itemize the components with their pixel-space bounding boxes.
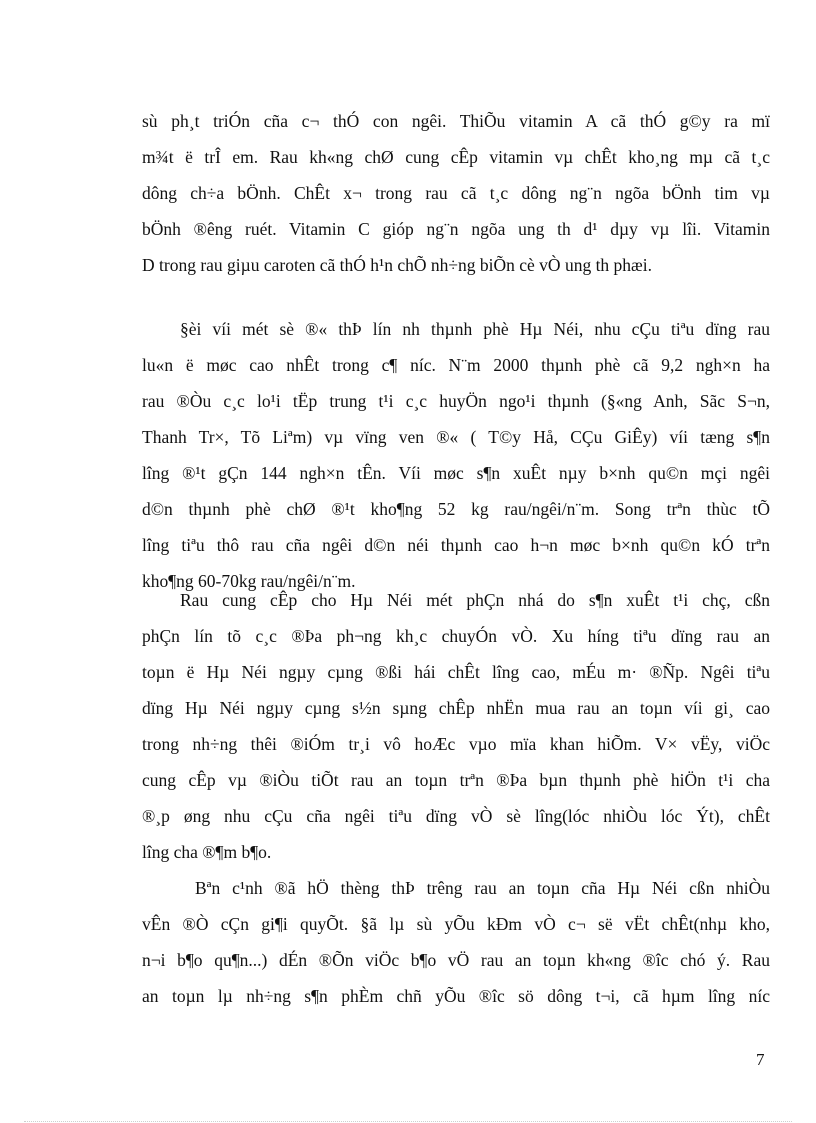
text-line: Rau cung cÊp cho Hµ Néi mét phÇn nhá do s¶n xuÊt t¹i chç, cßn — [180, 590, 770, 610]
text-line: Thanh Tr×, Tõ Liªm) vµ vïng ven ®« ( T©y Hå, CÇu GiÊy) víi tæng s¶n — [142, 427, 770, 447]
page-bottom-divider — [24, 1121, 792, 1122]
text-line: m¾t ë trÎ em. Rau kh«ng chØ cung cÊp vitamin vµ chÊt kho¸ng mµ cã t¸c — [142, 147, 770, 167]
text-line: phÇn lín tõ c¸c ®Þa ph¬ng kh¸c chuyÓn vÒ. Xu híng tiªu dïng rau an — [142, 626, 770, 646]
text-line: dông ch÷a bÖnh. ChÊt x¬ trong rau cã t¸c dông ng¨n ngõa bÖnh tim vµ — [142, 183, 770, 203]
text-line: toµn ë Hµ Néi ngµy cµng ®ßi hái chÊt lîng cao, mÉu m· ®Ñp. Ngêi tiªu — [142, 662, 770, 682]
text-line: lîng tiªu thô rau cña ngêi d©n néi thµnh cao h¬n møc b×nh qu©n kÓ trªn — [142, 535, 770, 555]
paragraph-market-issues — [142, 870, 770, 1014]
text-line: lu«n ë møc cao nhÊt trong c¶ níc. N¨m 2000 thµnh phè cã 9,2 ngh×n ha — [142, 355, 770, 375]
text-line: bÖnh ®êng ruét. Vitamin C gióp ng¨n ngõa ung th d¹ dµy vµ lîi. Vitamin — [142, 219, 770, 239]
page-number: 7 — [756, 1050, 765, 1069]
text-line: dïng Hµ Néi ngµy cµng s½n sµng chÊp nhËn mua rau an toµn víi gi¸ cao — [142, 698, 770, 718]
text-line: lîng cha ®¶m b¶o. — [142, 842, 272, 862]
paragraph-vitamin-benefits — [142, 103, 770, 283]
text-line: sù ph¸t triÓn cña c¬ thÓ con ngêi. ThiÕu vitamin A cã thÓ g©y ra mï — [142, 111, 770, 131]
text-line: n¬i b¶o qu¶n...) dÉn ®Õn viÖc b¶o vÖ rau an toµn kh«ng ®îc chó ý. Rau — [142, 950, 770, 970]
text-line: cung cÊp vµ ®iÒu tiÕt rau an toµn trªn ®Þa bµn thµnh phè hiÖn t¹i cha — [142, 770, 770, 790]
paragraph-supply-trend — [142, 582, 770, 870]
text-line: d©n thµnh phè chØ ®¹t kho¶ng 52 kg rau/ngêi/n¨m. Song trªn thùc tÕ — [142, 499, 770, 519]
text-line: trong nh÷ng thêi ®iÓm tr¸i vô hoÆc vµo mïa khan hiÕm. V× vËy, viÖc — [142, 734, 770, 754]
text-line: lîng ®¹t gÇn 144 ngh×n tÊn. Víi møc s¶n xuÊt nµy b×nh qu©n mçi ngêi — [142, 463, 770, 483]
text-line: rau ®Òu c¸c lo¹i tËp trung t¹i c¸c huyÖn ngo¹i thµnh (§«ng Anh, Sãc S¬n, — [142, 391, 770, 411]
text-line: §èi víi mét sè ®« thÞ lín nh thµnh phè Hµ Néi, nhu cÇu tiªu dïng rau — [180, 319, 770, 339]
text-line: ®¸p øng nhu cÇu cña ngêi tiªu dïng vÒ sè lîng(lóc nhiÒu lóc Ýt), chÊt — [142, 806, 770, 826]
text-line: D trong rau giµu caroten cã thÓ h¹n chÕ nh÷ng biÕn cè vÒ ung th phæi. — [142, 255, 652, 275]
paragraph-hanoi-consumption — [142, 311, 770, 599]
text-line: Bªn c¹nh ®ã hÖ thèng thÞ trêng rau an toµn cña Hµ Néi cßn nhiÒu — [195, 878, 770, 898]
text-line: an toµn lµ nh÷ng s¶n phÈm chñ yÕu ®îc sö dông t¬i, cã hµm lîng níc — [142, 986, 770, 1006]
text-line: kho¶ng 60-70kg rau/ngêi/n¨m. — [142, 571, 356, 591]
text-line: vÊn ®Ò cÇn gi¶i quyÕt. §ã lµ sù yÕu kÐm vÒ c¬ së vËt chÊt(nhµ kho, — [142, 914, 770, 934]
